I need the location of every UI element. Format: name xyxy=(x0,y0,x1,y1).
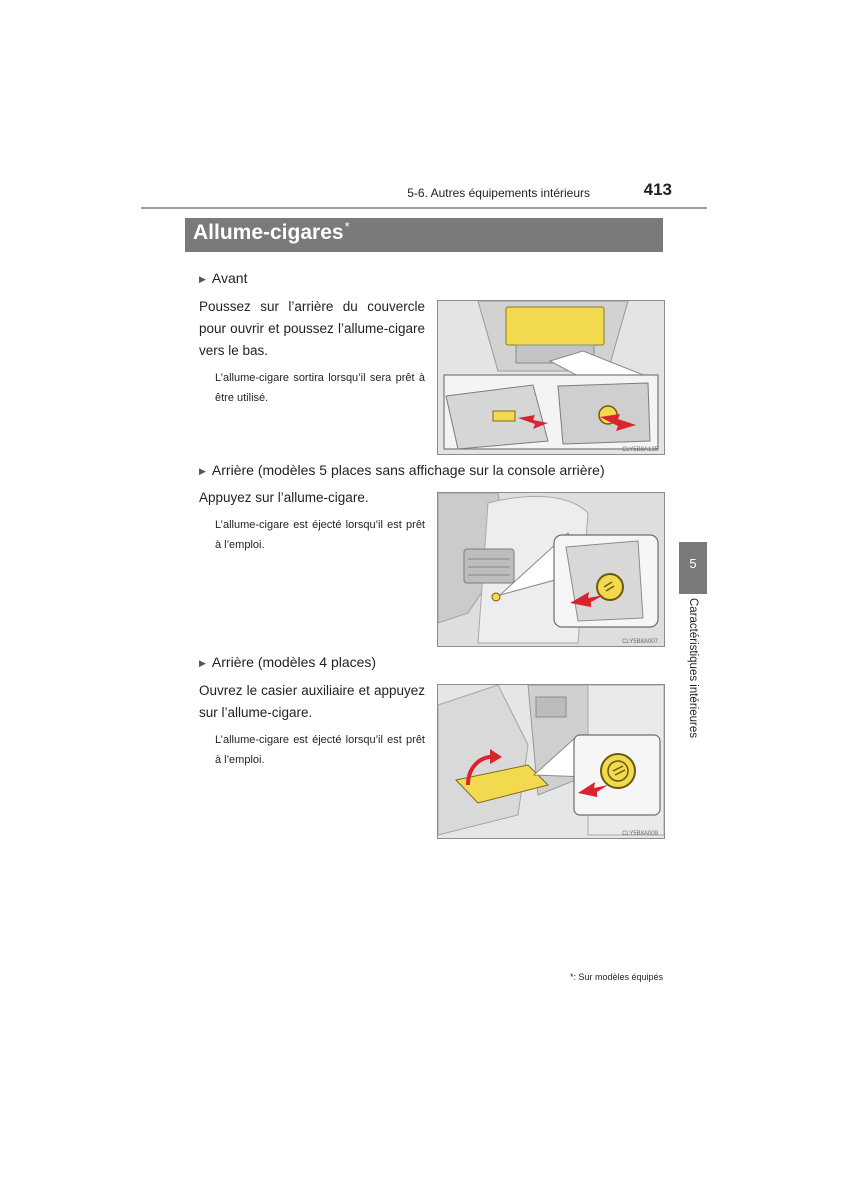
section-title-bar xyxy=(185,218,663,252)
figure-rear-5-seat-cigarette-lighter xyxy=(437,492,665,647)
front-instruction: Poussez sur l’arrière du couvercle pour ouvrir et poussez l’allume-cigare vers le bas. xyxy=(199,299,425,358)
figure-code: CLY5B8A009 xyxy=(622,831,658,837)
triangle-bullet-icon: ▶ xyxy=(199,658,206,668)
title-asterisk: * xyxy=(344,219,350,234)
figure-code: CLY5B8A007 xyxy=(622,639,658,645)
page-number: 413 xyxy=(643,180,672,199)
figure-rear-4-seat-cigarette-lighter xyxy=(437,684,665,839)
triangle-bullet-icon: ▶ xyxy=(199,466,206,476)
section-title-text: Allume-cigares xyxy=(193,221,344,244)
subheading-rear-4-seats xyxy=(199,654,376,670)
front-note: L’allume-cigare sortira lorsqu’il sera prêt à être utilisé. xyxy=(215,372,425,404)
figure-code: CLY5B8A135 xyxy=(622,447,658,453)
subheading-rear-5-seats xyxy=(199,462,605,478)
subheading-front xyxy=(199,270,247,286)
figure-front-cigarette-lighter xyxy=(437,300,665,455)
console-lid-highlight xyxy=(506,307,604,345)
running-header: 5-6. Autres équipements intérieurs xyxy=(407,186,590,200)
subheading-rear-4-seats-text: Arrière (modèles 4 places) xyxy=(211,654,377,670)
rear-console-illustration xyxy=(438,493,664,646)
rear4-note: L’allume-cigare est éjecté lorsqu’il est prêt à l’emploi. xyxy=(215,734,425,766)
section-title xyxy=(193,221,349,245)
rear4-instruction: Ouvrez le casier auxiliaire et appuyez sur l’allume-cigare. xyxy=(199,683,425,720)
chapter-number-tab: 5 xyxy=(679,542,707,594)
rear-seats-illustration xyxy=(438,685,664,838)
rear5-note: L’allume-cigare est éjecté lorsqu’il est prêt à l’emploi. xyxy=(215,519,425,551)
header-divider xyxy=(141,207,707,209)
chapter-title-vertical: Caractéristiques intérieures xyxy=(687,598,699,738)
subheading-rear-5-seats-text: Arrière (modèles 5 places sans affichage sur la console arrière) xyxy=(211,462,605,478)
subheading-front-text: Avant xyxy=(211,270,248,286)
rear5-instruction: Appuyez sur l’allume-cigare. xyxy=(199,490,369,505)
front-console-illustration xyxy=(438,301,664,454)
triangle-bullet-icon: ▶ xyxy=(199,274,206,284)
footnote: *: Sur modèles équipés xyxy=(569,972,663,982)
